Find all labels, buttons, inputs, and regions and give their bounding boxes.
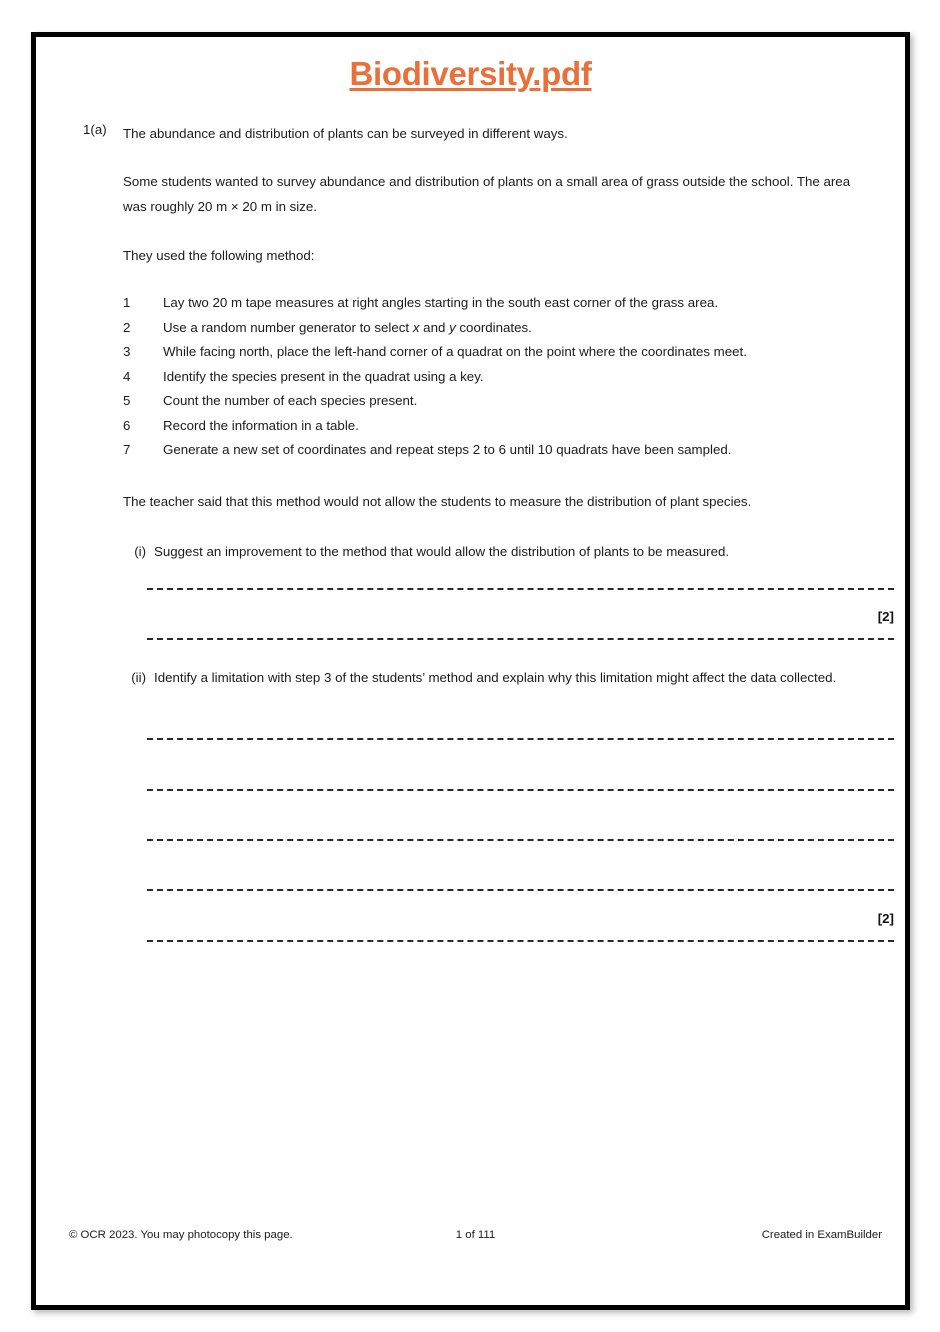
method-step-number: 6	[123, 417, 131, 433]
method-step-number: 7	[123, 442, 131, 457]
method-step-text-part: coordinates.	[455, 319, 532, 335]
answer-line[interactable]	[147, 889, 894, 891]
answer-line[interactable]	[147, 638, 894, 640]
method-step-number: 3	[123, 344, 131, 359]
footer-copyright: © OCR 2023. You may photocopy this page.	[69, 1229, 293, 1241]
method-step-text-part: and	[419, 319, 450, 335]
page-footer	[36, 1229, 910, 1249]
question-paragraph-3: They used the following method:	[123, 248, 315, 263]
question-paragraph-4: The teacher said that this method would not allow the students to measure the distribution of plant species.	[123, 494, 752, 509]
method-step-variable-y: y	[449, 319, 456, 335]
method-step-number: 2	[123, 319, 131, 335]
subpart-ii-label: (ii)	[131, 670, 146, 685]
question-number: 1(a)	[83, 122, 107, 137]
method-step-text-part: Count the number of each species present.	[163, 393, 418, 408]
method-step-text	[163, 316, 532, 341]
answer-line[interactable]	[147, 839, 894, 841]
method-step-text	[163, 414, 359, 439]
method-step	[123, 414, 893, 439]
method-step	[123, 340, 893, 365]
subpart-ii	[116, 666, 906, 718]
method-step-number: 4	[123, 368, 131, 384]
method-steps-list	[123, 291, 893, 463]
footer-credit: Created in ExamBuilder	[761, 1229, 882, 1241]
method-step-text-part: Record the information in a table.	[163, 417, 359, 433]
subpart-i-label: (i)	[134, 544, 146, 559]
answer-line[interactable]	[147, 789, 894, 791]
answer-line[interactable]	[147, 940, 894, 942]
method-step	[123, 438, 893, 463]
subpart-ii-text: Identify a limitation with step 3 of the students’ method and explain why this limitation might affect the data collected.	[154, 670, 837, 685]
subpart-i-text: Suggest an improvement to the method that would allow the distribution of plants to be measured.	[154, 544, 730, 559]
method-step-text-part: Use a random number generator to select	[163, 319, 413, 335]
footer-page-number: 1 of 111	[455, 1229, 496, 1241]
answer-line[interactable]	[147, 588, 894, 590]
question-stem: The abundance and distribution of plants can be surveyed in different ways.	[123, 126, 568, 141]
method-step	[123, 365, 893, 390]
marks-badge: [2]	[877, 609, 894, 624]
method-step	[123, 389, 893, 414]
question-paragraph-2: Some students wanted to survey abundance and distribution of plants on a small area of grass outside the school. The area was roughly 20 m × 20 m in size.	[123, 174, 851, 214]
method-step-variable-x: x	[412, 319, 420, 335]
method-step	[123, 291, 893, 316]
method-step-text	[163, 340, 747, 365]
method-step-text-part: Identify the species present in the quadrat using a key.	[163, 368, 484, 384]
method-step-text-part: Generate a new set of coordinates and repeat steps 2 to 6 until 10 quadrats have been sampled.	[163, 442, 732, 457]
method-step-text-part: While facing north, place the left-hand corner of a quadrat on the point where the coordinates meet.	[163, 344, 747, 359]
answer-line[interactable]	[147, 738, 894, 740]
method-step-text	[163, 291, 718, 316]
method-step	[123, 316, 893, 341]
method-step-text	[163, 438, 731, 463]
method-step-text	[163, 389, 417, 414]
document-page	[31, 32, 910, 1310]
page-title	[36, 55, 905, 93]
method-step-number: 5	[123, 393, 131, 408]
method-step-number: 1	[123, 295, 131, 310]
page-title-text: Biodiversity.pdf	[349, 55, 592, 92]
method-step-text-part: Lay two 20 m tape measures at right angles starting in the south east corner of the grass area.	[163, 295, 719, 310]
subpart-i	[116, 540, 906, 566]
method-step-text	[163, 365, 484, 390]
marks-badge: [2]	[877, 911, 894, 926]
